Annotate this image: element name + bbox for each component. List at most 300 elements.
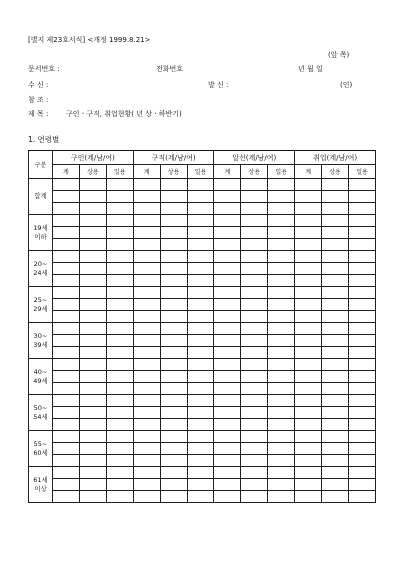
data-cell[interactable] bbox=[322, 335, 349, 347]
data-cell[interactable] bbox=[79, 395, 106, 407]
data-cell[interactable] bbox=[322, 371, 349, 383]
data-cell[interactable] bbox=[106, 227, 133, 239]
data-cell[interactable] bbox=[187, 395, 214, 407]
data-cell[interactable] bbox=[268, 215, 295, 227]
data-cell[interactable] bbox=[214, 299, 241, 311]
data-cell[interactable] bbox=[214, 419, 241, 431]
data-cell[interactable] bbox=[106, 251, 133, 263]
data-cell[interactable] bbox=[295, 443, 322, 455]
data-cell[interactable] bbox=[106, 335, 133, 347]
data-cell[interactable] bbox=[348, 371, 375, 383]
data-cell[interactable] bbox=[214, 371, 241, 383]
data-cell[interactable] bbox=[53, 287, 80, 299]
data-cell[interactable] bbox=[79, 479, 106, 491]
data-cell[interactable] bbox=[133, 347, 160, 359]
data-cell[interactable] bbox=[187, 335, 214, 347]
data-cell[interactable] bbox=[133, 479, 160, 491]
data-cell[interactable] bbox=[187, 479, 214, 491]
data-cell[interactable] bbox=[214, 347, 241, 359]
data-cell[interactable] bbox=[187, 491, 214, 503]
data-cell[interactable] bbox=[295, 419, 322, 431]
data-cell[interactable] bbox=[106, 179, 133, 191]
data-cell[interactable] bbox=[348, 335, 375, 347]
data-cell[interactable] bbox=[79, 287, 106, 299]
data-cell[interactable] bbox=[133, 215, 160, 227]
data-cell[interactable] bbox=[241, 347, 268, 359]
data-cell[interactable] bbox=[268, 359, 295, 371]
data-cell[interactable] bbox=[268, 275, 295, 287]
data-cell[interactable] bbox=[133, 311, 160, 323]
data-cell[interactable] bbox=[160, 323, 187, 335]
data-cell[interactable] bbox=[348, 251, 375, 263]
data-cell[interactable] bbox=[160, 191, 187, 203]
data-cell[interactable] bbox=[133, 419, 160, 431]
data-cell[interactable] bbox=[241, 371, 268, 383]
data-cell[interactable] bbox=[133, 275, 160, 287]
data-cell[interactable] bbox=[268, 431, 295, 443]
data-cell[interactable] bbox=[348, 263, 375, 275]
data-cell[interactable] bbox=[241, 263, 268, 275]
data-cell[interactable] bbox=[133, 263, 160, 275]
data-cell[interactable] bbox=[295, 263, 322, 275]
data-cell[interactable] bbox=[322, 443, 349, 455]
data-cell[interactable] bbox=[241, 407, 268, 419]
data-cell[interactable] bbox=[106, 371, 133, 383]
data-cell[interactable] bbox=[160, 467, 187, 479]
data-cell[interactable] bbox=[348, 491, 375, 503]
data-cell[interactable] bbox=[53, 323, 80, 335]
data-cell[interactable] bbox=[348, 431, 375, 443]
data-cell[interactable] bbox=[53, 347, 80, 359]
data-cell[interactable] bbox=[160, 443, 187, 455]
data-cell[interactable] bbox=[268, 407, 295, 419]
data-cell[interactable] bbox=[322, 275, 349, 287]
data-cell[interactable] bbox=[53, 455, 80, 467]
data-cell[interactable] bbox=[133, 407, 160, 419]
data-cell[interactable] bbox=[295, 215, 322, 227]
data-cell[interactable] bbox=[53, 371, 80, 383]
data-cell[interactable] bbox=[322, 455, 349, 467]
data-cell[interactable] bbox=[133, 323, 160, 335]
data-cell[interactable] bbox=[187, 299, 214, 311]
data-cell[interactable] bbox=[322, 407, 349, 419]
data-cell[interactable] bbox=[241, 179, 268, 191]
data-cell[interactable] bbox=[322, 491, 349, 503]
data-cell[interactable] bbox=[348, 215, 375, 227]
data-cell[interactable] bbox=[322, 383, 349, 395]
data-cell[interactable] bbox=[214, 215, 241, 227]
data-cell[interactable] bbox=[268, 419, 295, 431]
data-cell[interactable] bbox=[106, 239, 133, 251]
data-cell[interactable] bbox=[79, 455, 106, 467]
data-cell[interactable] bbox=[133, 491, 160, 503]
data-cell[interactable] bbox=[295, 203, 322, 215]
data-cell[interactable] bbox=[295, 455, 322, 467]
data-cell[interactable] bbox=[79, 275, 106, 287]
data-cell[interactable] bbox=[241, 491, 268, 503]
data-cell[interactable] bbox=[79, 203, 106, 215]
data-cell[interactable] bbox=[322, 299, 349, 311]
data-cell[interactable] bbox=[53, 335, 80, 347]
data-cell[interactable] bbox=[133, 335, 160, 347]
data-cell[interactable] bbox=[348, 359, 375, 371]
data-cell[interactable] bbox=[295, 359, 322, 371]
data-cell[interactable] bbox=[79, 491, 106, 503]
data-cell[interactable] bbox=[106, 275, 133, 287]
data-cell[interactable] bbox=[214, 323, 241, 335]
data-cell[interactable] bbox=[214, 287, 241, 299]
data-cell[interactable] bbox=[322, 215, 349, 227]
data-cell[interactable] bbox=[241, 335, 268, 347]
data-cell[interactable] bbox=[79, 323, 106, 335]
data-cell[interactable] bbox=[160, 203, 187, 215]
data-cell[interactable] bbox=[268, 491, 295, 503]
data-cell[interactable] bbox=[214, 203, 241, 215]
data-cell[interactable] bbox=[241, 443, 268, 455]
data-cell[interactable] bbox=[187, 239, 214, 251]
data-cell[interactable] bbox=[187, 431, 214, 443]
data-cell[interactable] bbox=[79, 347, 106, 359]
data-cell[interactable] bbox=[348, 347, 375, 359]
data-cell[interactable] bbox=[241, 299, 268, 311]
data-cell[interactable] bbox=[241, 287, 268, 299]
data-cell[interactable] bbox=[322, 203, 349, 215]
data-cell[interactable] bbox=[348, 275, 375, 287]
data-cell[interactable] bbox=[160, 431, 187, 443]
data-cell[interactable] bbox=[348, 239, 375, 251]
data-cell[interactable] bbox=[268, 179, 295, 191]
data-cell[interactable] bbox=[295, 431, 322, 443]
data-cell[interactable] bbox=[214, 335, 241, 347]
data-cell[interactable] bbox=[322, 395, 349, 407]
data-cell[interactable] bbox=[268, 299, 295, 311]
data-cell[interactable] bbox=[268, 239, 295, 251]
data-cell[interactable] bbox=[295, 395, 322, 407]
data-cell[interactable] bbox=[187, 467, 214, 479]
data-cell[interactable] bbox=[160, 299, 187, 311]
data-cell[interactable] bbox=[268, 203, 295, 215]
data-cell[interactable] bbox=[241, 383, 268, 395]
data-cell[interactable] bbox=[133, 431, 160, 443]
data-cell[interactable] bbox=[241, 191, 268, 203]
data-cell[interactable] bbox=[268, 323, 295, 335]
data-cell[interactable] bbox=[322, 287, 349, 299]
data-cell[interactable] bbox=[133, 395, 160, 407]
data-cell[interactable] bbox=[79, 311, 106, 323]
data-cell[interactable] bbox=[53, 491, 80, 503]
data-cell[interactable] bbox=[348, 395, 375, 407]
data-cell[interactable] bbox=[106, 419, 133, 431]
data-cell[interactable] bbox=[348, 419, 375, 431]
data-cell[interactable] bbox=[106, 455, 133, 467]
data-cell[interactable] bbox=[295, 299, 322, 311]
data-cell[interactable] bbox=[79, 251, 106, 263]
data-cell[interactable] bbox=[241, 395, 268, 407]
data-cell[interactable] bbox=[295, 287, 322, 299]
data-cell[interactable] bbox=[295, 479, 322, 491]
data-cell[interactable] bbox=[133, 443, 160, 455]
data-cell[interactable] bbox=[268, 467, 295, 479]
data-cell[interactable] bbox=[187, 323, 214, 335]
data-cell[interactable] bbox=[241, 251, 268, 263]
data-cell[interactable] bbox=[241, 275, 268, 287]
data-cell[interactable] bbox=[106, 491, 133, 503]
data-cell[interactable] bbox=[187, 275, 214, 287]
data-cell[interactable] bbox=[241, 359, 268, 371]
data-cell[interactable] bbox=[268, 335, 295, 347]
data-cell[interactable] bbox=[348, 455, 375, 467]
data-cell[interactable] bbox=[322, 227, 349, 239]
data-cell[interactable] bbox=[322, 479, 349, 491]
data-cell[interactable] bbox=[106, 215, 133, 227]
data-cell[interactable] bbox=[106, 467, 133, 479]
data-cell[interactable] bbox=[133, 251, 160, 263]
data-cell[interactable] bbox=[53, 203, 80, 215]
data-cell[interactable] bbox=[53, 467, 80, 479]
data-cell[interactable] bbox=[295, 491, 322, 503]
data-cell[interactable] bbox=[133, 455, 160, 467]
data-cell[interactable] bbox=[133, 227, 160, 239]
data-cell[interactable] bbox=[160, 227, 187, 239]
data-cell[interactable] bbox=[187, 215, 214, 227]
data-cell[interactable] bbox=[133, 299, 160, 311]
data-cell[interactable] bbox=[160, 215, 187, 227]
data-cell[interactable] bbox=[348, 287, 375, 299]
data-cell[interactable] bbox=[133, 203, 160, 215]
data-cell[interactable] bbox=[322, 239, 349, 251]
data-cell[interactable] bbox=[160, 359, 187, 371]
data-cell[interactable] bbox=[214, 191, 241, 203]
data-cell[interactable] bbox=[295, 275, 322, 287]
data-cell[interactable] bbox=[322, 179, 349, 191]
data-cell[interactable] bbox=[268, 311, 295, 323]
data-cell[interactable] bbox=[187, 419, 214, 431]
data-cell[interactable] bbox=[295, 407, 322, 419]
data-cell[interactable] bbox=[187, 203, 214, 215]
data-cell[interactable] bbox=[53, 275, 80, 287]
data-cell[interactable] bbox=[53, 239, 80, 251]
data-cell[interactable] bbox=[160, 239, 187, 251]
data-cell[interactable] bbox=[160, 347, 187, 359]
data-cell[interactable] bbox=[106, 203, 133, 215]
data-cell[interactable] bbox=[214, 407, 241, 419]
data-cell[interactable] bbox=[133, 371, 160, 383]
data-cell[interactable] bbox=[53, 251, 80, 263]
data-cell[interactable] bbox=[348, 323, 375, 335]
data-cell[interactable] bbox=[160, 479, 187, 491]
data-cell[interactable] bbox=[348, 383, 375, 395]
data-cell[interactable] bbox=[348, 191, 375, 203]
data-cell[interactable] bbox=[322, 311, 349, 323]
data-cell[interactable] bbox=[214, 455, 241, 467]
data-cell[interactable] bbox=[214, 179, 241, 191]
data-cell[interactable] bbox=[160, 287, 187, 299]
data-cell[interactable] bbox=[187, 455, 214, 467]
data-cell[interactable] bbox=[214, 311, 241, 323]
data-cell[interactable] bbox=[214, 275, 241, 287]
data-cell[interactable] bbox=[214, 395, 241, 407]
data-cell[interactable] bbox=[268, 479, 295, 491]
data-cell[interactable] bbox=[348, 467, 375, 479]
data-cell[interactable] bbox=[187, 359, 214, 371]
data-cell[interactable] bbox=[53, 227, 80, 239]
data-cell[interactable] bbox=[79, 335, 106, 347]
data-cell[interactable] bbox=[295, 179, 322, 191]
data-cell[interactable] bbox=[187, 443, 214, 455]
data-cell[interactable] bbox=[268, 371, 295, 383]
data-cell[interactable] bbox=[187, 179, 214, 191]
data-cell[interactable] bbox=[295, 323, 322, 335]
data-cell[interactable] bbox=[133, 359, 160, 371]
data-cell[interactable] bbox=[160, 251, 187, 263]
data-cell[interactable] bbox=[53, 263, 80, 275]
data-cell[interactable] bbox=[268, 455, 295, 467]
data-cell[interactable] bbox=[106, 395, 133, 407]
data-cell[interactable] bbox=[79, 179, 106, 191]
data-cell[interactable] bbox=[268, 191, 295, 203]
data-cell[interactable] bbox=[79, 407, 106, 419]
data-cell[interactable] bbox=[160, 395, 187, 407]
data-cell[interactable] bbox=[348, 227, 375, 239]
data-cell[interactable] bbox=[53, 179, 80, 191]
data-cell[interactable] bbox=[322, 191, 349, 203]
data-cell[interactable] bbox=[295, 383, 322, 395]
data-cell[interactable] bbox=[79, 431, 106, 443]
data-cell[interactable] bbox=[187, 227, 214, 239]
data-cell[interactable] bbox=[241, 311, 268, 323]
data-cell[interactable] bbox=[106, 299, 133, 311]
data-cell[interactable] bbox=[322, 251, 349, 263]
data-cell[interactable] bbox=[241, 227, 268, 239]
data-cell[interactable] bbox=[241, 323, 268, 335]
data-cell[interactable] bbox=[160, 419, 187, 431]
data-cell[interactable] bbox=[322, 419, 349, 431]
data-cell[interactable] bbox=[187, 251, 214, 263]
data-cell[interactable] bbox=[268, 227, 295, 239]
data-cell[interactable] bbox=[160, 455, 187, 467]
data-cell[interactable] bbox=[53, 407, 80, 419]
data-cell[interactable] bbox=[160, 275, 187, 287]
data-cell[interactable] bbox=[79, 227, 106, 239]
data-cell[interactable] bbox=[322, 263, 349, 275]
data-cell[interactable] bbox=[295, 347, 322, 359]
data-cell[interactable] bbox=[160, 407, 187, 419]
data-cell[interactable] bbox=[187, 191, 214, 203]
data-cell[interactable] bbox=[241, 431, 268, 443]
data-cell[interactable] bbox=[106, 359, 133, 371]
data-cell[interactable] bbox=[214, 239, 241, 251]
data-cell[interactable] bbox=[348, 407, 375, 419]
data-cell[interactable] bbox=[106, 479, 133, 491]
data-cell[interactable] bbox=[79, 383, 106, 395]
data-cell[interactable] bbox=[187, 383, 214, 395]
data-cell[interactable] bbox=[133, 467, 160, 479]
data-cell[interactable] bbox=[241, 239, 268, 251]
data-cell[interactable] bbox=[160, 371, 187, 383]
data-cell[interactable] bbox=[322, 467, 349, 479]
data-cell[interactable] bbox=[53, 359, 80, 371]
data-cell[interactable] bbox=[53, 383, 80, 395]
data-cell[interactable] bbox=[348, 479, 375, 491]
data-cell[interactable] bbox=[241, 455, 268, 467]
data-cell[interactable] bbox=[106, 443, 133, 455]
data-cell[interactable] bbox=[160, 335, 187, 347]
data-cell[interactable] bbox=[241, 419, 268, 431]
data-cell[interactable] bbox=[53, 443, 80, 455]
data-cell[interactable] bbox=[268, 443, 295, 455]
data-cell[interactable] bbox=[322, 431, 349, 443]
data-cell[interactable] bbox=[214, 479, 241, 491]
data-cell[interactable] bbox=[160, 179, 187, 191]
data-cell[interactable] bbox=[79, 191, 106, 203]
data-cell[interactable] bbox=[106, 383, 133, 395]
data-cell[interactable] bbox=[214, 491, 241, 503]
data-cell[interactable] bbox=[79, 263, 106, 275]
data-cell[interactable] bbox=[106, 347, 133, 359]
data-cell[interactable] bbox=[53, 395, 80, 407]
data-cell[interactable] bbox=[106, 191, 133, 203]
data-cell[interactable] bbox=[53, 479, 80, 491]
data-cell[interactable] bbox=[160, 311, 187, 323]
data-cell[interactable] bbox=[295, 227, 322, 239]
data-cell[interactable] bbox=[79, 371, 106, 383]
data-cell[interactable] bbox=[160, 491, 187, 503]
data-cell[interactable] bbox=[295, 311, 322, 323]
data-cell[interactable] bbox=[348, 179, 375, 191]
data-cell[interactable] bbox=[214, 467, 241, 479]
data-cell[interactable] bbox=[53, 191, 80, 203]
data-cell[interactable] bbox=[106, 263, 133, 275]
data-cell[interactable] bbox=[295, 239, 322, 251]
data-cell[interactable] bbox=[79, 359, 106, 371]
data-cell[interactable] bbox=[160, 263, 187, 275]
data-cell[interactable] bbox=[79, 239, 106, 251]
data-cell[interactable] bbox=[187, 311, 214, 323]
data-cell[interactable] bbox=[268, 383, 295, 395]
data-cell[interactable] bbox=[133, 383, 160, 395]
data-cell[interactable] bbox=[79, 419, 106, 431]
data-cell[interactable] bbox=[214, 443, 241, 455]
data-cell[interactable] bbox=[214, 383, 241, 395]
data-cell[interactable] bbox=[79, 215, 106, 227]
data-cell[interactable] bbox=[295, 251, 322, 263]
data-cell[interactable] bbox=[214, 431, 241, 443]
data-cell[interactable] bbox=[214, 251, 241, 263]
data-cell[interactable] bbox=[79, 443, 106, 455]
data-cell[interactable] bbox=[106, 431, 133, 443]
data-cell[interactable] bbox=[241, 479, 268, 491]
data-cell[interactable] bbox=[348, 203, 375, 215]
data-cell[interactable] bbox=[214, 359, 241, 371]
data-cell[interactable] bbox=[53, 419, 80, 431]
data-cell[interactable] bbox=[53, 431, 80, 443]
data-cell[interactable] bbox=[348, 443, 375, 455]
data-cell[interactable] bbox=[187, 407, 214, 419]
data-cell[interactable] bbox=[187, 287, 214, 299]
data-cell[interactable] bbox=[241, 467, 268, 479]
data-cell[interactable] bbox=[133, 287, 160, 299]
data-cell[interactable] bbox=[187, 263, 214, 275]
data-cell[interactable] bbox=[268, 395, 295, 407]
data-cell[interactable] bbox=[187, 371, 214, 383]
data-cell[interactable] bbox=[268, 263, 295, 275]
data-cell[interactable] bbox=[133, 191, 160, 203]
data-cell[interactable] bbox=[79, 467, 106, 479]
data-cell[interactable] bbox=[268, 347, 295, 359]
data-cell[interactable] bbox=[106, 311, 133, 323]
data-cell[interactable] bbox=[322, 347, 349, 359]
data-cell[interactable] bbox=[53, 215, 80, 227]
